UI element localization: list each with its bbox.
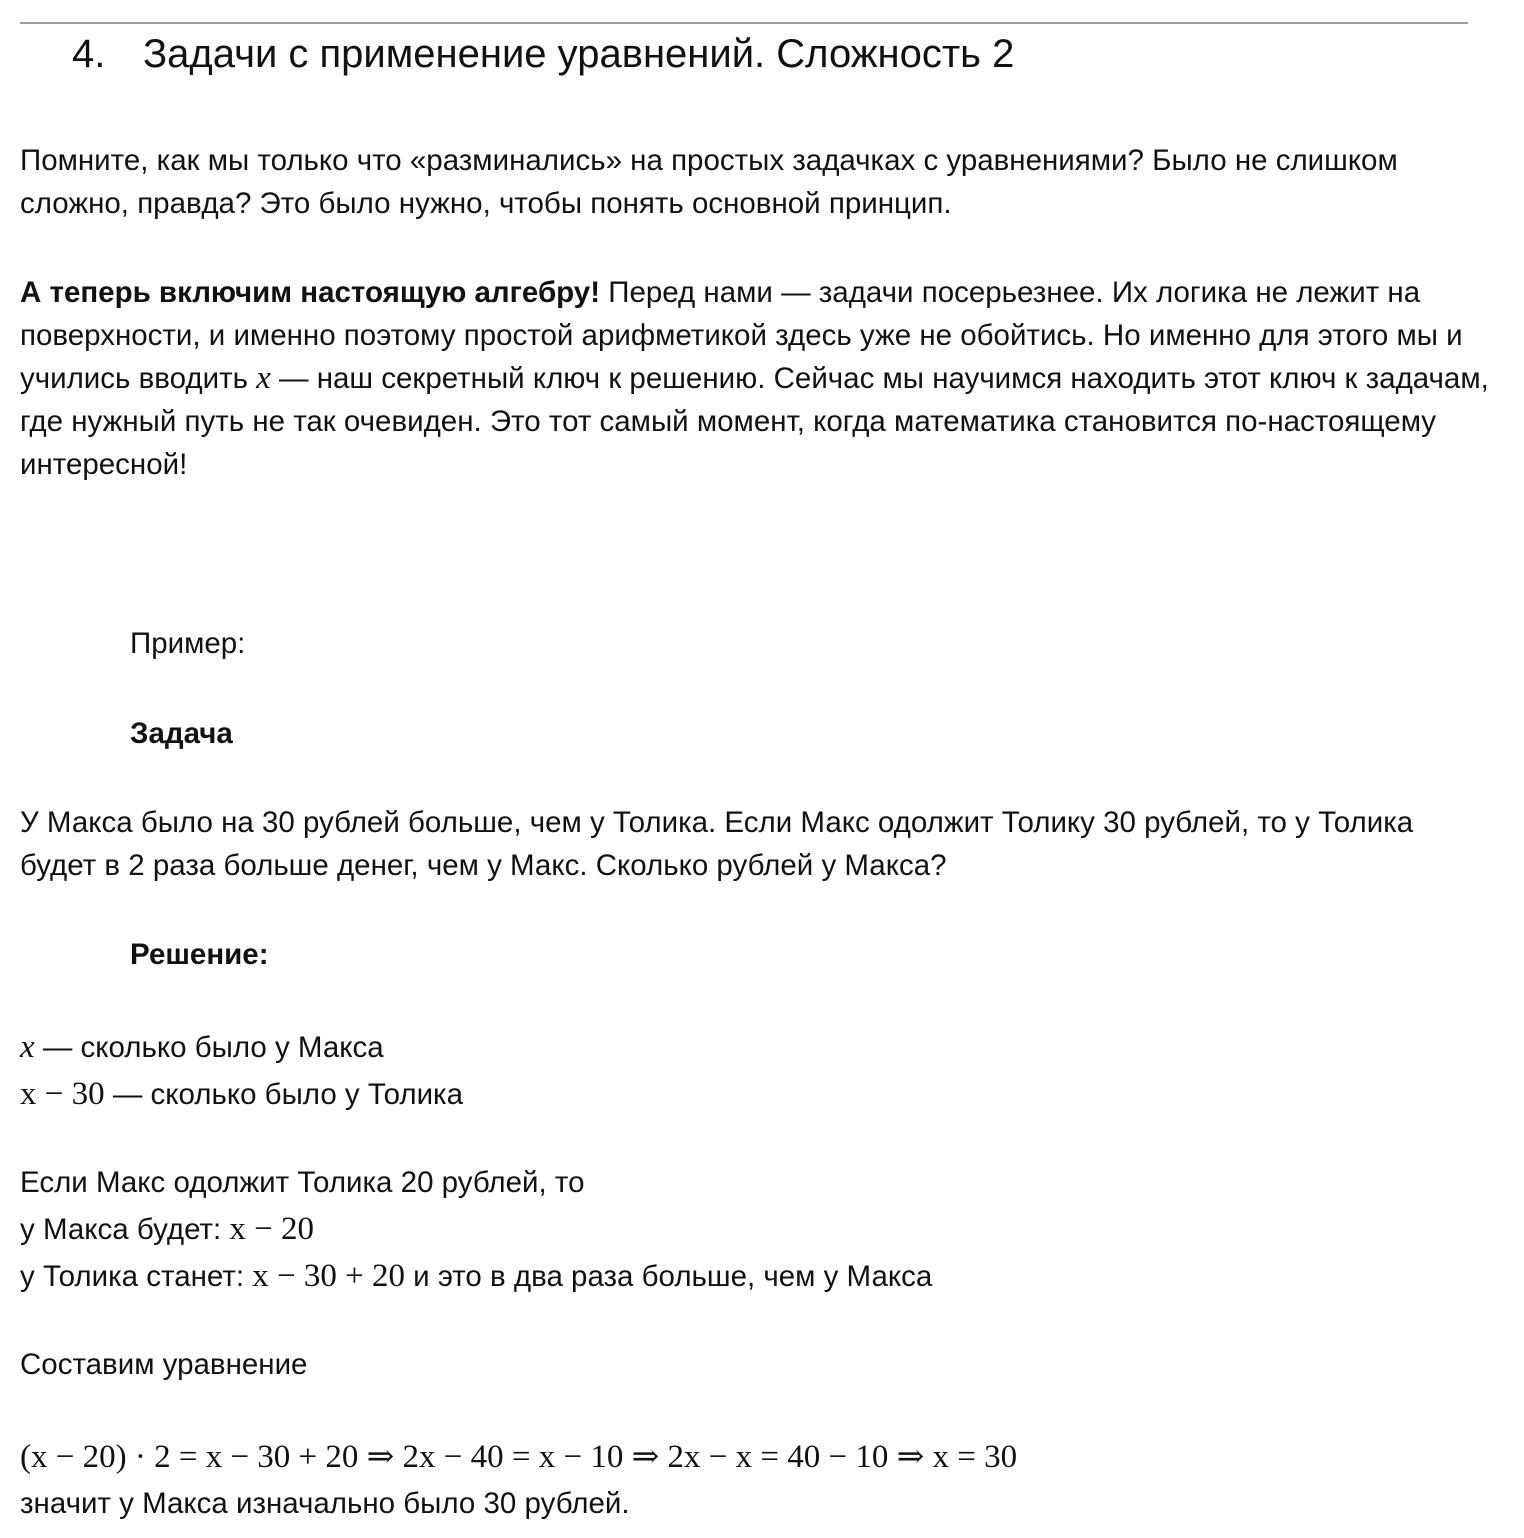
lend-line: Если Макс одолжит Толика 20 рублей, то bbox=[20, 1166, 585, 1199]
intro-bold-lead: А теперь включим настоящую алгебру! bbox=[20, 276, 601, 309]
compose-equation-text: Составим уравнение bbox=[20, 1348, 308, 1381]
answer-text: значит у Макса изначально было 30 рублей. bbox=[20, 1487, 630, 1520]
intro-variable-x: x bbox=[256, 360, 271, 396]
task-heading bbox=[130, 712, 1524, 755]
variable-line-tolik bbox=[20, 1071, 1490, 1118]
intro-text-part-2: — наш секретный ключ к решению. Сейчас мы научимся находить этот ключ к задачам, где нужный путь не так очевиден. Это тот самый момент, когда математика становится по-настоящему интересной! bbox=[20, 362, 1489, 481]
solution-heading-text: Решение: bbox=[130, 938, 269, 971]
task-heading-text: Задача bbox=[130, 717, 233, 750]
intro-paragraph-1: Помните, как мы только что «разминались» на простых задачках с уравнениями? Было не слишком сложно, правда? Это было нужно, чтобы понять основной принцип. bbox=[20, 144, 1398, 220]
variable-line-max bbox=[20, 1024, 1490, 1071]
intro-text-part-1: Перед нами — задачи посерьезнее. Их логика не лежит на поверхности, и именно поэтому простой арифметикой здесь уже не обойтись. Но именно для этого мы и учились вводить bbox=[20, 276, 1463, 395]
variables-definition bbox=[20, 1024, 1490, 1118]
equation-chain: (x − 20) · 2 = x − 30 + 20 ⇒ 2x − 40 = x − 10 ⇒ 2x − x = 40 − 10 ⇒ x = 30 bbox=[20, 1439, 1018, 1475]
intro-paragraph-2 bbox=[20, 271, 1490, 486]
tolik-math: x − 30 + 20 bbox=[252, 1258, 405, 1294]
task-text: У Макса было на 30 рублей больше, чем у Толика. Если Макс одолжит Толику 30 рублей, то у Толика будет в 2 раза больше денег, чем у Макс. Сколько рублей у Макса? bbox=[20, 806, 1414, 882]
section-title-text: Задачи с применение уравнений. Сложность 2 bbox=[143, 32, 1015, 76]
tolik-suffix: и это в два раза больше, чем у Макса bbox=[404, 1260, 933, 1293]
solution-heading bbox=[130, 933, 1524, 976]
example-label: Пример: bbox=[130, 627, 246, 660]
max-will-have-line bbox=[20, 1206, 1490, 1253]
top-divider bbox=[20, 22, 1468, 24]
section-number: 4. bbox=[72, 32, 106, 76]
var1-text: — сколько было у Макса bbox=[34, 1031, 384, 1064]
tolik-prefix: у Толика станет: bbox=[20, 1260, 253, 1293]
lend-reasoning bbox=[20, 1160, 1490, 1300]
var1-math: x bbox=[20, 1029, 35, 1065]
tolik-will-have-line bbox=[20, 1253, 1490, 1300]
max-prefix: у Макса будет: bbox=[20, 1213, 230, 1246]
section-title bbox=[72, 28, 1014, 80]
max-math: x − 20 bbox=[229, 1211, 315, 1247]
var2-math: x − 30 bbox=[20, 1076, 105, 1112]
var2-text: — сколько было у Толика bbox=[104, 1078, 464, 1111]
